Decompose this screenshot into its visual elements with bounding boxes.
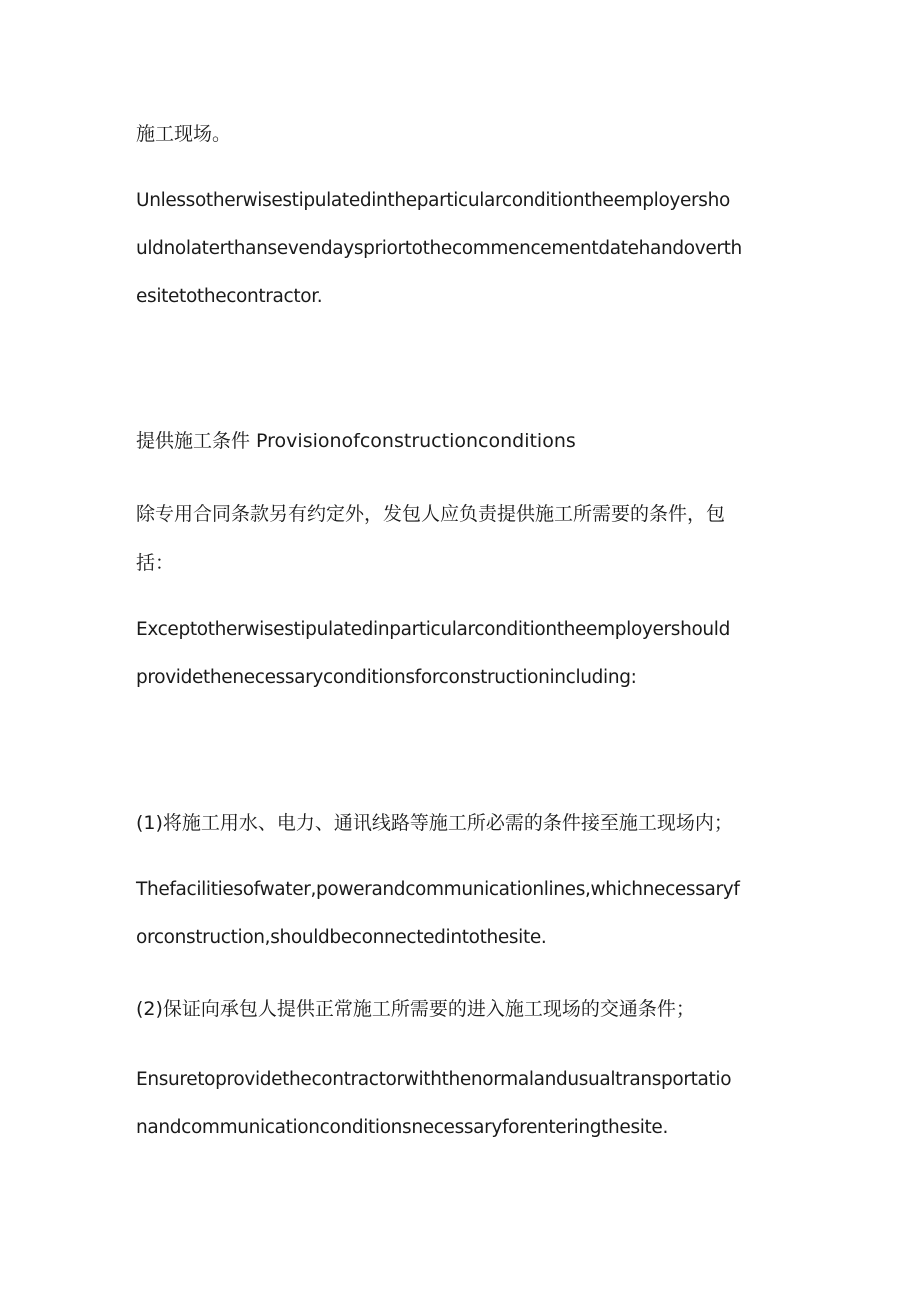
list-item-1-zh: (1)将施工用水、电力、通讯线路等施工所必需的条件接至施工现场内； — [136, 812, 733, 834]
list-item-2-en-2: nandcommunicationconditionsnecessaryforenteringthesite. — [136, 1117, 668, 1138]
text-line-en-4: Exceptotherwisestipulatedinparticularconditiontheemployershould — [136, 619, 730, 640]
text-line-en-1: Unlessotherwisestipulatedintheparticularconditiontheemployersho — [136, 190, 730, 211]
list-item-1-en-2: orconstruction,shouldbeconnectedintothesite. — [136, 927, 547, 948]
text-line-en-5: providethenecessaryconditionsforconstructionincluding: — [136, 667, 637, 688]
text-line-en-2: uldnolaterthansevendayspriortothecommencementdatehandoverth — [136, 238, 742, 259]
section-heading: 提供施工条件 Provisionofconstructionconditions — [136, 430, 576, 452]
list-item-2-en-1: Ensuretoprovidethecontractorwiththenormalandusualtransportatio — [136, 1069, 732, 1090]
list-item-2-zh: (2)保证向承包人提供正常施工所需要的进入施工现场的交通条件； — [136, 998, 695, 1020]
text-line-site-end: 施工现场。 — [136, 123, 232, 145]
text-line-zh-conditions-1: 除专用合同条款另有约定外，发包人应负责提供施工所需要的条件，包 — [136, 503, 726, 525]
text-line-zh-conditions-2: 括： — [136, 552, 175, 574]
text-line-en-3: esitetothecontractor. — [136, 286, 323, 307]
list-item-1-en-1: Thefacilitiesofwater,powerandcommunicationlines,whichnecessaryf — [136, 879, 740, 900]
